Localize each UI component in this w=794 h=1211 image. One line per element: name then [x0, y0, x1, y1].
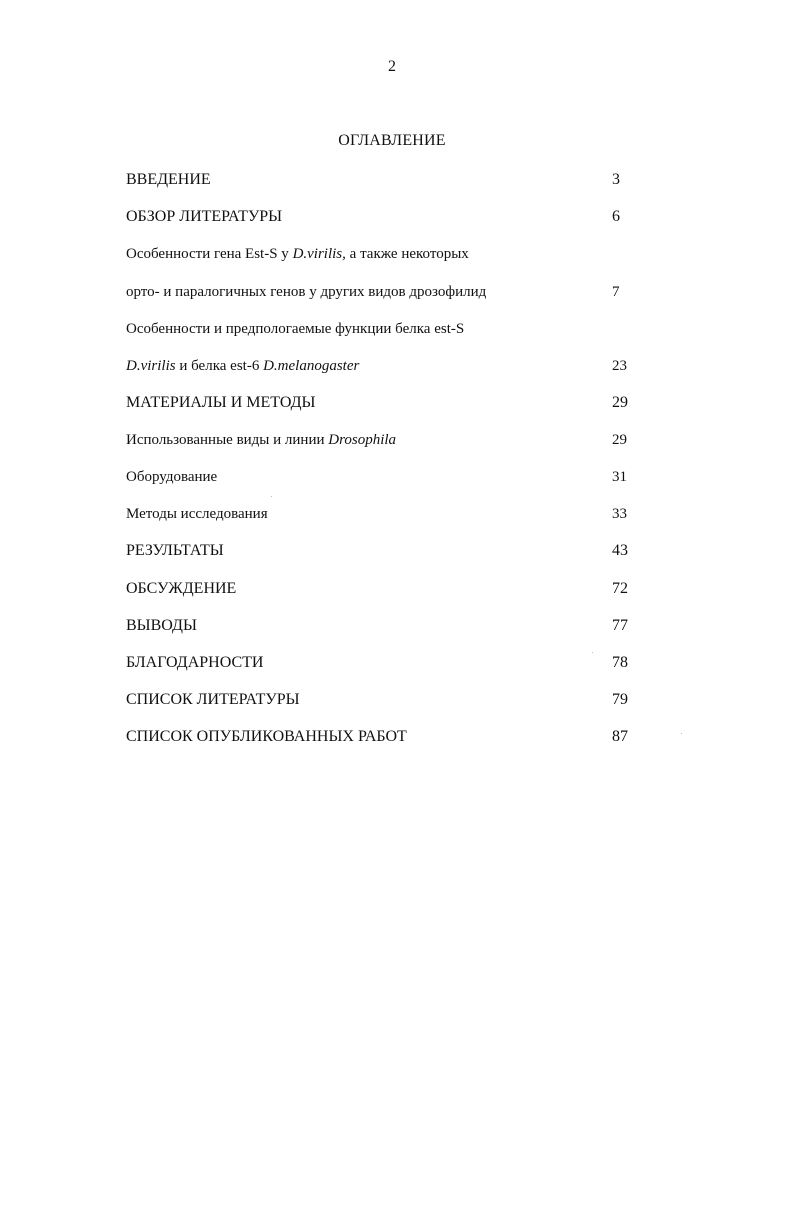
toc-entry-title-italic: D.melanogaster — [263, 358, 360, 374]
toc-entry-page: 72 — [612, 580, 628, 597]
toc-entry-title — [126, 169, 211, 191]
toc-entry-title — [126, 615, 197, 637]
toc-entry-title — [126, 243, 469, 265]
toc-entry-title-text: Особенности и предпологаемые функции белка est-S — [126, 321, 465, 337]
toc-entry-title-text: МАТЕРИАЛЫ И МЕТОДЫ — [126, 394, 316, 411]
toc-entry-title-italic: Drosophila — [328, 432, 397, 448]
toc-entry — [126, 243, 646, 265]
toc-entry-page: 6 — [612, 208, 620, 225]
toc-entry — [126, 206, 646, 228]
toc-entry-page: 43 — [612, 542, 628, 559]
toc-entry — [126, 392, 646, 414]
toc-entry — [126, 281, 646, 303]
scan-speck — [271, 496, 272, 497]
toc-entry — [126, 578, 646, 600]
toc-entry-title-text: ВЫВОДЫ — [126, 617, 197, 634]
toc-entry — [126, 540, 646, 562]
toc-entry-title-text: и белка est-6 — [175, 358, 264, 374]
toc-entry-page: 33 — [612, 506, 627, 522]
toc-entry-title-text: Использованные виды и линии — [126, 432, 329, 448]
toc-entry-title-text: а также некоторых — [345, 246, 469, 262]
toc-entry-page: 23 — [612, 358, 627, 374]
toc-entry-title-italic: D.virilis — [126, 358, 176, 374]
toc-entry-title — [126, 318, 464, 340]
toc-entry — [126, 355, 646, 377]
toc-entry-title — [126, 281, 486, 303]
toc-entry-page: 3 — [612, 171, 620, 188]
toc-entry-title — [126, 540, 224, 562]
toc-entry-title-text: орто- и паралогичных генов у других видов дрозофилид — [126, 284, 487, 300]
toc-entry-title-text: ВВЕДЕНИЕ — [126, 171, 211, 188]
toc-entry-page: 87 — [612, 728, 628, 745]
toc-title: ОГЛАВЛЕНИЕ — [338, 132, 446, 149]
toc-entry-title — [126, 392, 315, 414]
toc-entry-title — [126, 206, 282, 228]
toc-entry — [126, 615, 646, 637]
toc-entry-page: 31 — [612, 469, 627, 485]
toc-entry-title — [126, 689, 300, 711]
scan-speck — [592, 652, 593, 653]
toc-entry-title — [126, 652, 263, 674]
toc-entry-title-text: ОБЗОР ЛИТЕРАТУРЫ — [126, 208, 283, 225]
toc-entry-title — [126, 578, 236, 600]
toc-entry — [126, 318, 646, 340]
toc-entry-title-text: Методы исследования — [126, 506, 268, 522]
toc-entry-title-text: СПИСОК ЛИТЕРАТУРЫ — [126, 691, 300, 708]
scan-speck — [681, 733, 682, 734]
toc-entry-title-text: ОБСУЖДЕНИЕ — [126, 580, 237, 597]
page-number: 2 — [388, 58, 396, 75]
toc-entry — [126, 503, 646, 525]
toc-entry-page: 7 — [612, 284, 620, 300]
toc-entry — [126, 429, 646, 451]
toc-entry-title-text: СПИСОК ОПУБЛИКОВАННЫХ РАБОТ — [126, 728, 407, 745]
toc-entry-title-text: Оборудование — [126, 469, 218, 485]
toc-entry — [126, 466, 646, 488]
toc-entry-page: 79 — [612, 691, 628, 708]
toc-entry-page: 77 — [612, 617, 628, 634]
toc-entry-title — [126, 466, 217, 488]
toc-entry-title-italic: D.virilis, — [292, 246, 346, 262]
toc-entry-title-text: БЛАГОДАРНОСТИ — [126, 654, 264, 671]
toc-entry — [126, 652, 646, 674]
toc-entry-title — [126, 355, 359, 377]
toc-entry-title-text: Особенности гена Est-S у — [126, 246, 293, 262]
toc-entry — [126, 169, 646, 191]
toc-entry-title — [126, 726, 407, 748]
toc-entry-page: 78 — [612, 654, 628, 671]
toc-entry-page: 29 — [612, 432, 627, 448]
toc-entry-title — [126, 429, 396, 451]
toc-entry — [126, 689, 646, 711]
table-of-contents — [126, 0, 646, 1211]
toc-entry — [126, 726, 646, 748]
toc-entry-title — [126, 503, 268, 525]
toc-entry-page: 29 — [612, 394, 628, 411]
toc-entry-title-text: РЕЗУЛЬТАТЫ — [126, 542, 224, 559]
